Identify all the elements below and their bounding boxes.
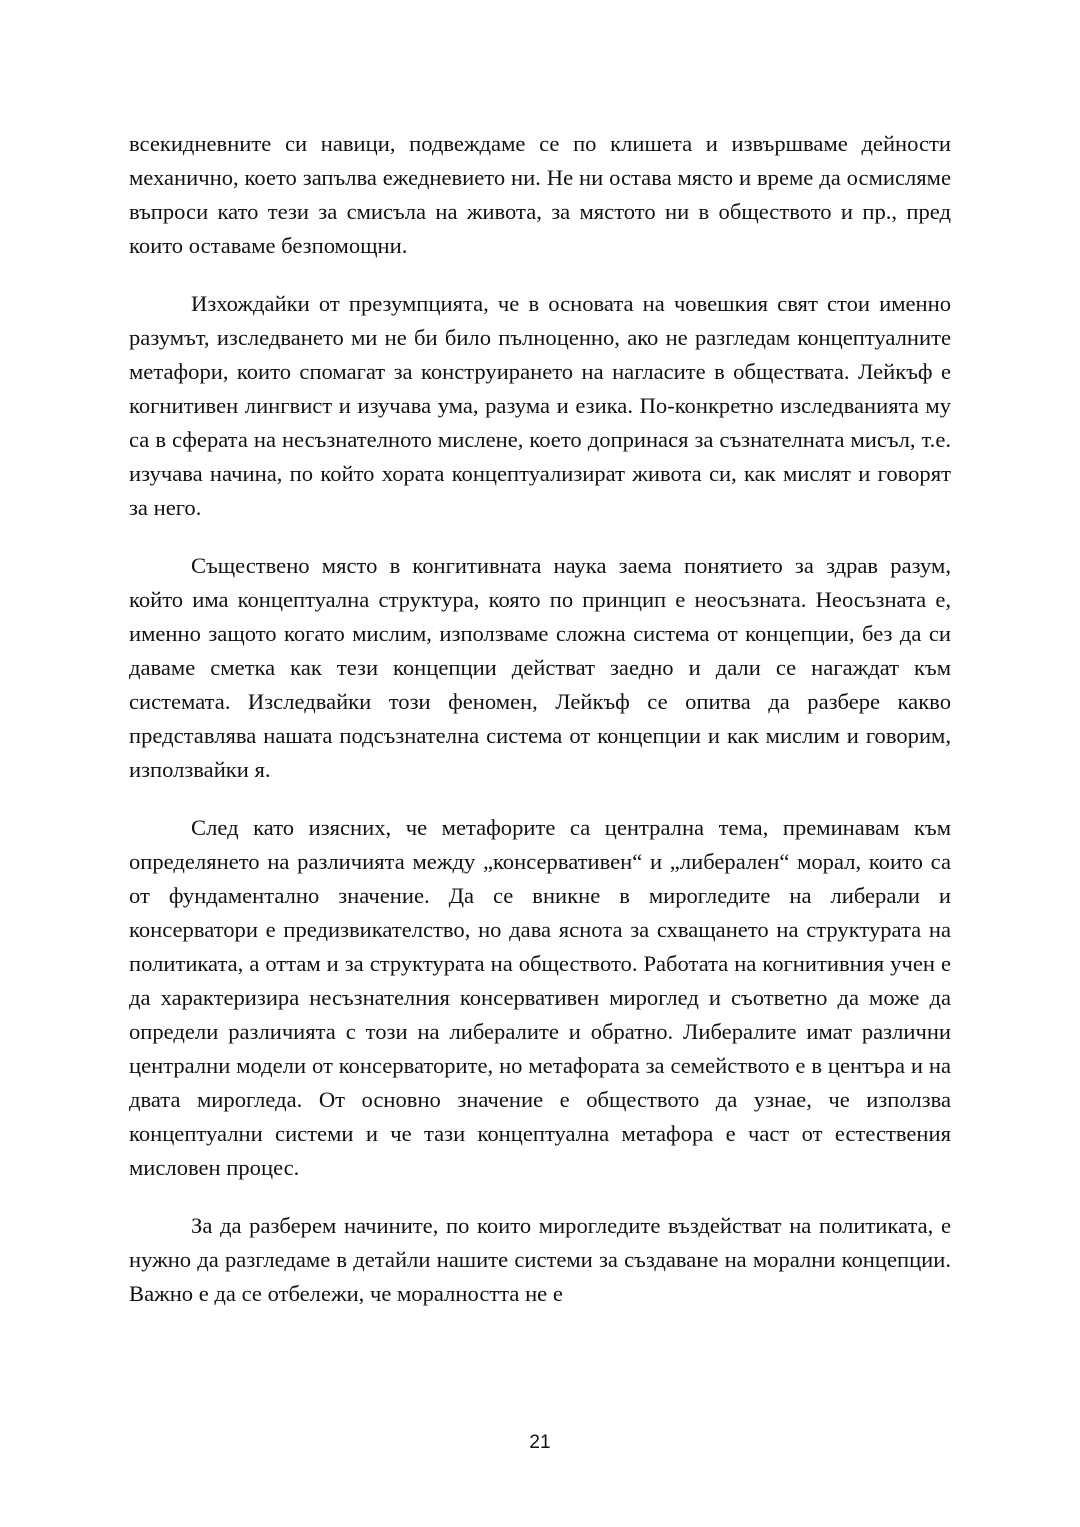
paragraph-common-sense: Съществено място в конгитивната наука заема понятието за здрав разум, който има концептуална структура, която по принцип е неосъзната. Неосъзната е, именно защото когато мислим, използваме сложна система от концепции, без да си даваме сметка как тези концепции действат заедно и дали се нагаждат към системата. Изследвайки този феномен, Лейкъф се опитва да разбере какво представлява нашата подсъзнателна система от концепции и как мислим и говорим, използвайки я. bbox=[129, 553, 951, 782]
paragraph-presumption: Изхождайки от презумпцията, че в основата на човешкия свят стои именно разумът, изследването ми не би било пълноценно, ако не разгледам концептуалните метафори, които спомагат за конструирането на нагласите в обществата. Лейкъф е когнитивен лингвист и изучава ума, разума и езика. По-конкретно изследванията му са в сферата на несъзнателното мислене, което допринася за съзнателната мисъл, т.е. изучава начина, по който хората концептуализират живота си, как мислят и говорят за него. bbox=[129, 291, 951, 520]
paragraph-continuation: всекидневните си навици, подвеждаме се по клишета и извършваме дейности механично, което запълва ежедневието ни. Не ни остава място и време да осмисляме въпроси като тези за смисъла на живота, за мястото ни в обществото и пр., пред които оставаме безпомощни. bbox=[129, 131, 951, 258]
paragraph-metaphors: След като изясних, че метафорите са централна тема, преминавам към определянето на различията между „консервативен“ и „либерален“ морал, които са от фундаментално значение. Да се вникне в мирогледите на либерали и консерватори е предизвикателство, но дава яснота за схващането на структурата на политиката, а оттам и за структурата на обществото. Работата на когнитивния учен е да характеризира несъзнателния консервативен мироглед и съответно да може да определи различията с този на либералите и обратно. Либералите имат различни централни модели от консерваторите, но метафората за семейството е в центъра и на двата мирогледа. От основно значение е обществото да узнае, че използва концептуални системи и че тази концептуална метафора е част от естествения мисловен процес. bbox=[129, 815, 951, 1180]
page-number: 21 bbox=[529, 1432, 551, 1453]
body-text bbox=[129, 127, 951, 1311]
paragraph-worldviews: За да разберем начините, по които мирогледите въздействат на политиката, е нужно да разгледаме в детайли нашите системи за създаване на морални концепции. Важно е да се отбележи, че моралността не е bbox=[129, 1213, 951, 1306]
